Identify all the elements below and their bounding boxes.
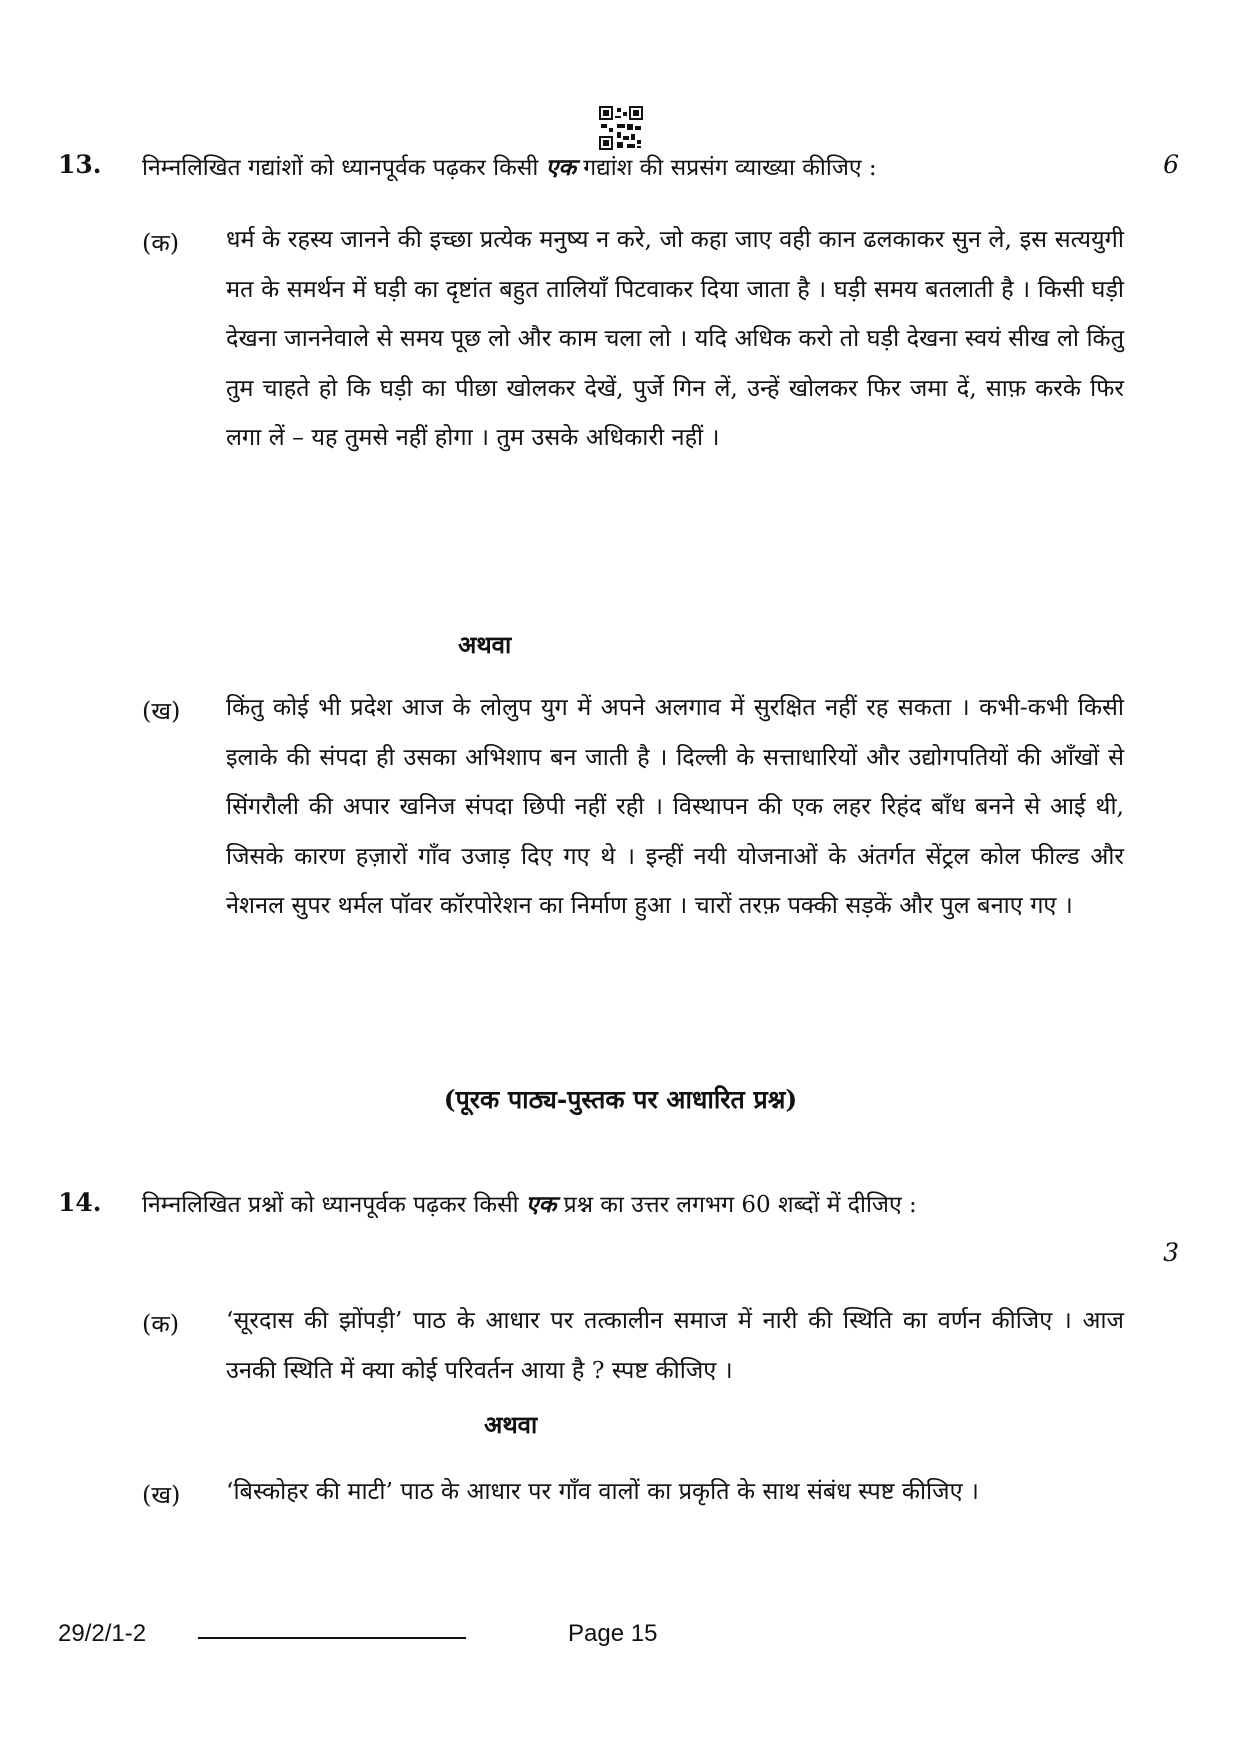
question-14-number: 14. (58, 1188, 102, 1217)
question-13-marks: 6 (1163, 150, 1179, 179)
footer-page-number: Page 15 (568, 1620, 658, 1647)
footer-rule (198, 1637, 466, 1639)
question-14-option-b-text: ‘बिस्कोहर की माटी’ पाठ के आधार पर गाँव वालों का प्रकृति के साथ संबंध स्पष्ट कीजिए । (226, 1477, 979, 1505)
question-13-option-a-text: धर्म के रहस्य जानने की इच्छा प्रत्येक मनुष्य न करे, जो कहा जाए वही कान ढलकाकर सुन ले, इस सत्ययुगी मत के समर्थन में घड़ी का दृष्टांत बहुत तालियाँ पिटवाकर दिया जाता है । घड़ी समय बतलाती है । किसी घड़ी देखना जाननेवाले से समय पूछ लो और काम चला लो । यदि अधिक करो तो घड़ी देखना स्वयं सीख लो किंतु तुम चाहते हो कि घड़ी का पीछा खोलकर देखें, पुर्जे गिन लें, उन्हें खोलकर फिर जमा दें, साफ़ करके फिर लगा लें – यह तुमसे नहीं होगा । तुम उसके अधिकारी नहीं । (226, 225, 1124, 451)
question-14-or: अथवा (484, 1410, 538, 1439)
question-14-stem-pre: निम्नलिखित प्रश्नों को ध्यानपूर्वक पढ़कर किसी (142, 1192, 519, 1218)
question-14-stem (142, 1181, 1122, 1229)
question-14-stem-post: प्रश्न का उत्तर लगभग 60 शब्दों में दीजिए : (563, 1192, 917, 1218)
section-heading: (पूरक पाठ्य-पुस्तक पर आधारित प्रश्न) (443, 1085, 798, 1114)
question-13-stem-pre: निम्नलिखित गद्यांशों को ध्यानपूर्वक पढ़कर किसी (142, 155, 539, 181)
question-13-stem-post: गद्यांश की सप्रसंग व्याख्या कीजिए : (583, 155, 877, 181)
question-14-option-a-label: (क) (142, 1310, 180, 1338)
question-14-marks: 3 (1163, 1238, 1179, 1267)
question-13-or: अथवा (458, 630, 512, 659)
question-13-stem (142, 144, 1122, 192)
question-14-stem-emphasis: एक (525, 1191, 557, 1218)
question-13-number: 13. (58, 150, 102, 179)
question-13-option-b-label: (ख) (142, 697, 181, 725)
question-13-option-a-label: (क) (142, 229, 180, 257)
question-14-option-a-text: ‘सूरदास की झोंपड़ी’ पाठ के आधार पर तत्कालीन समाज में नारी की स्थिति का वर्णन कीजिए । आज उनकी स्थिति में क्या कोई परिवर्तन आया है ? स्पष्ट कीजिए । (226, 1306, 1124, 1384)
question-13-option-b-text: किंतु कोई भी प्रदेश आज के लोलुप युग में अपने अलगाव में सुरक्षित नहीं रह सकता । कभी-कभी किसी इलाके की संपदा ही उसका अभिशाप बन जाती है । दिल्ली के सत्ताधारियों और उद्योगपतियों की आँखों से सिंगरौली की अपार खनिज संपदा छिपी नहीं रही । विस्थापन की एक लहर रिहंद बाँध बनने से आई थी, जिसके कारण हज़ारों गाँव उजाड़ दिए गए थे । इन्हीं नयी योजनाओं के अंतर्गत सेंट्रल कोल फील्ड और नेशनल सुपर थर्मल पॉवर कॉरपोरेशन का निर्माण हुआ । चारों तरफ़ पक्की सड़कें और पुल बनाए गए । (226, 693, 1124, 919)
footer-paper-code: 29/2/1-2 (58, 1620, 147, 1647)
question-14-option-b-label: (ख) (142, 1481, 181, 1509)
question-13-stem-emphasis: एक (545, 154, 576, 181)
